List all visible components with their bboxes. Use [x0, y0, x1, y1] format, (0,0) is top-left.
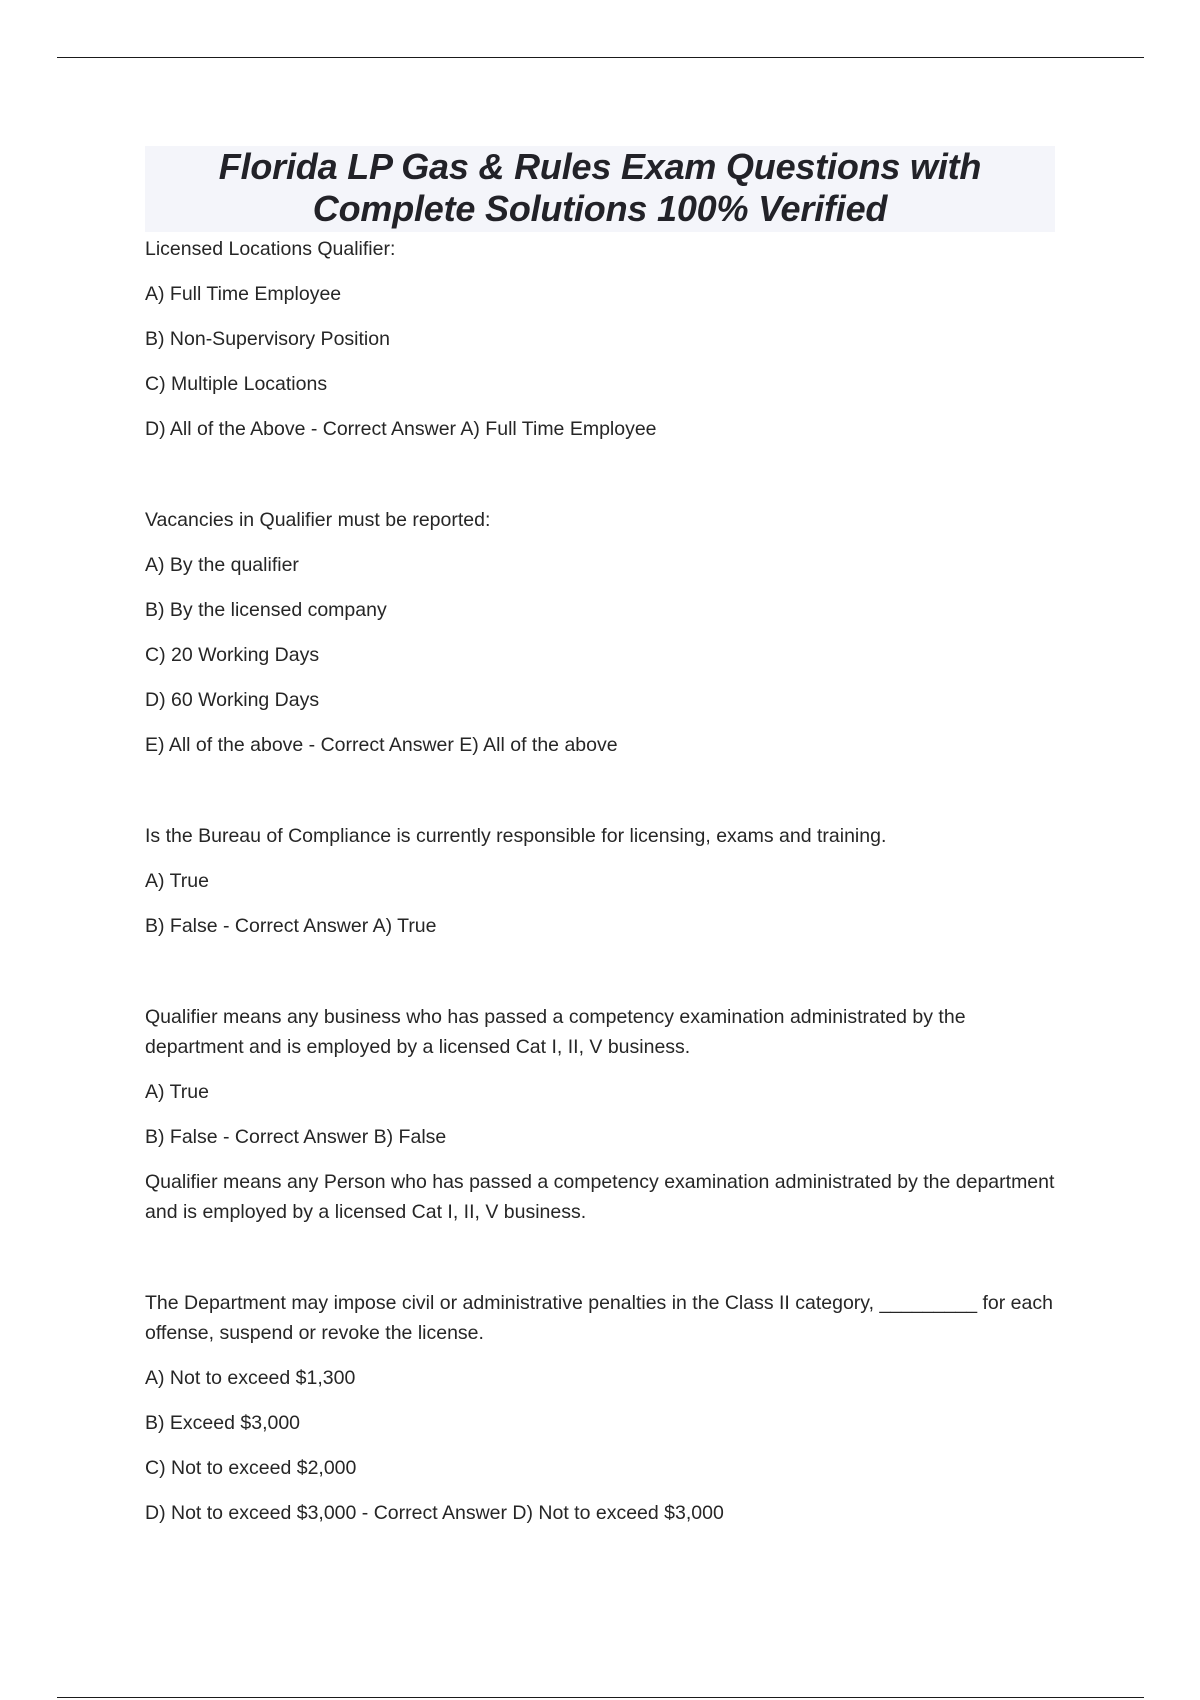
question-prompt: Vacancies in Qualifier must be reported: [145, 509, 491, 531]
answer-option: C) Multiple Locations [145, 373, 328, 395]
spacer [145, 1242, 1055, 1288]
title-band [145, 146, 1055, 232]
question-prompt: The Department may impose civil or administrative penalties in the Class II category, _________ for each offense, suspend or revoke the license. [145, 1292, 1053, 1344]
answer-option-with-correct-answer: D) All of the Above - Correct Answer A) Full Time Employee [145, 418, 657, 440]
answer-option-with-correct-answer: B) False - Correct Answer B) False [145, 1126, 447, 1148]
question-prompt: Licensed Locations Qualifier: [145, 238, 396, 260]
question-prompt: Is the Bureau of Compliance is currently responsible for licensing, exams and training. [145, 825, 887, 847]
footer-rule [57, 1697, 1144, 1698]
answer-option: B) By the licensed company [145, 599, 387, 621]
answer-option: B) Exceed $3,000 [145, 1412, 301, 1434]
question-5 [145, 1288, 1055, 1528]
answer-option-with-correct-answer: D) Not to exceed $3,000 - Correct Answer D) Not to exceed $3,000 [145, 1502, 724, 1524]
answer-option: A) Not to exceed $1,300 [145, 1367, 356, 1389]
answer-option: D) 60 Working Days [145, 689, 320, 711]
answer-option: C) 20 Working Days [145, 644, 320, 666]
answer-option: A) By the qualifier [145, 554, 299, 576]
answer-option: A) True [145, 1081, 209, 1103]
answer-option: B) Non-Supervisory Position [145, 328, 390, 350]
answer-option: A) True [145, 870, 209, 892]
answer-option: C) Not to exceed $2,000 [145, 1457, 357, 1479]
question-prompt: Qualifier means any business who has passed a competency examination administrated by the department and is employed by a licensed Cat I, II, V business. [145, 1006, 966, 1058]
document-body [145, 146, 1055, 1543]
answer-option-with-correct-answer: B) False - Correct Answer A) True [145, 915, 437, 937]
answer-option: A) Full Time Employee [145, 283, 342, 305]
question-2 [145, 505, 1055, 760]
spacer [145, 956, 1055, 1002]
spacer [145, 459, 1055, 505]
question-1 [145, 234, 1055, 444]
answer-explanation: Qualifier means any Person who has passed a competency examination administrated by the department and is employed by a licensed Cat I, II, V business. [145, 1171, 1055, 1223]
question-3 [145, 821, 1055, 941]
answer-option-with-correct-answer: E) All of the above - Correct Answer E) All of the above [145, 734, 618, 756]
question-4 [145, 1002, 1055, 1227]
spacer [145, 775, 1055, 821]
header-rule [57, 57, 1144, 58]
document-title: Florida LP Gas & Rules Exam Questions with Complete Solutions 100% Verified [218, 146, 982, 229]
